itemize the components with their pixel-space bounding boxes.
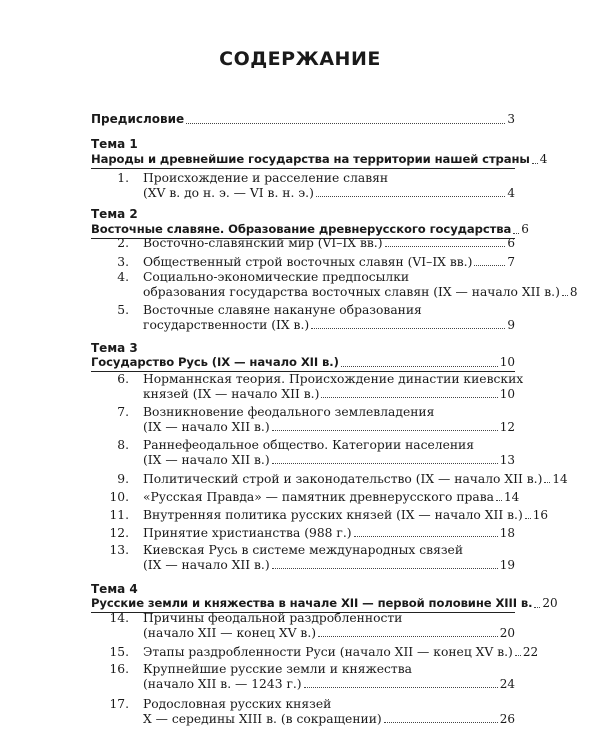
entry-title-cont: (IX — начало XII в.) [143, 420, 270, 434]
page-number: 19 [499, 558, 515, 572]
entry-title-cont: (IX — начало XII в.) [143, 558, 270, 572]
topic-2-title: Восточные славяне. Образование древнерусского государства [91, 222, 512, 236]
page-number: 8 [569, 285, 578, 299]
entry-title-cont: (начало XII в. — 1243 г.) [143, 677, 302, 691]
page-number: 22 [522, 645, 539, 659]
entry-title: Этапы раздробленности Руси (начало XII — конец XV в.) [143, 645, 513, 659]
entry-title: «Русская Правда» — памятник древнерусского права [143, 490, 495, 504]
entry-title: Общественный строй восточных славян (VI–IX вв.) [143, 255, 473, 269]
topic-1-label: Тема 1 [91, 137, 138, 151]
page-number: 12 [499, 420, 515, 434]
entry-title-cont: государственности (IX в.) [143, 318, 310, 332]
topic-3-title: Государство Русь (IX — начало XII в.) [91, 355, 339, 369]
entry-number: 17. [109, 697, 129, 711]
page-number: 7 [507, 255, 515, 269]
topic-4-heading[interactable] [91, 595, 558, 612]
entry-title-cont: образования государства восточных славян (IX — начало XII в.) [143, 285, 560, 299]
entry-number: 1. [117, 171, 129, 185]
page-number: 9 [507, 318, 515, 332]
entry-title: Причины феодальной раздробленности [143, 611, 403, 625]
dot-leader [525, 518, 531, 519]
dot-leader [385, 246, 506, 247]
page-number: 10 [499, 355, 515, 369]
topic-3-label: Тема 3 [91, 341, 138, 355]
entry-number: 6. [117, 372, 129, 386]
entry-title: Принятие христианства (988 г.) [143, 526, 352, 540]
page-number: 13 [499, 453, 515, 467]
entry-number: 9. [117, 472, 129, 486]
dot-leader [304, 687, 498, 688]
dot-leader [496, 500, 502, 501]
topic-1-rule [91, 168, 515, 169]
dot-leader [544, 482, 550, 483]
page-number: 14 [504, 490, 520, 504]
entry-number: 15. [109, 645, 129, 659]
entry-title: Крупнейшие русские земли и княжества [143, 662, 412, 676]
entry-title: Киевская Русь в системе международных связей [143, 543, 464, 557]
page-number: 3 [507, 112, 515, 126]
page-number: 26 [499, 712, 515, 726]
entry-number: 5. [117, 303, 129, 317]
topic-4-title: Русские земли и княжества в начале XII — первой половине XIII в. [91, 596, 533, 610]
page-number: 14 [552, 472, 568, 486]
entry-title-cont: (XV в. до н. э. — VI в. н. э.) [143, 186, 314, 200]
toc-entry-preface[interactable] [91, 111, 515, 128]
dot-leader [316, 196, 505, 197]
page-number: 10 [499, 387, 515, 401]
entry-title: Раннефеодальное общество. Категории населения [143, 438, 475, 452]
entry-number: 7. [117, 405, 129, 419]
dot-leader [272, 430, 498, 431]
entry-number: 12. [109, 526, 129, 540]
entry-number: 10. [109, 490, 129, 504]
page-number: 4 [507, 186, 515, 200]
entry-title: Социально-экономические предпосылки [143, 270, 410, 284]
entry-title-cont: X — середины XIII в. (в сокращении) [143, 712, 382, 726]
dot-leader [321, 397, 497, 398]
page-number: 20 [542, 596, 558, 610]
entry-number: 16. [109, 662, 129, 676]
page-number: 6 [521, 222, 529, 236]
entry-number: 13. [109, 543, 129, 557]
page-number: 18 [499, 526, 515, 540]
entry-number: 4. [117, 270, 129, 284]
dot-leader [186, 123, 505, 124]
entry-title: Восточно-славянский мир (VI–IX вв.) [143, 236, 383, 250]
preface-label: Предисловие [91, 112, 185, 126]
page-number: 6 [507, 236, 515, 250]
entry-title: Родословная русских князей [143, 697, 332, 711]
entry-title: Политический строй и законодательство (IX — начало XII в.) [143, 472, 543, 486]
dot-leader [272, 568, 498, 569]
page-number: 24 [499, 677, 515, 691]
dot-leader [272, 463, 498, 464]
entry-title: Возникновение феодального землевладения [143, 405, 435, 419]
entry-title: Внутренняя политика русских князей (IX — начало XII в.) [143, 508, 523, 522]
entry-number: 8. [117, 438, 129, 452]
topic-3-heading[interactable] [91, 354, 515, 371]
entry-title-cont: князей (IX — начало XII в.) [143, 387, 320, 401]
dot-leader [318, 636, 498, 637]
topic-1-title: Народы и древнейшие государства на территории нашей страны [91, 152, 530, 166]
dot-leader [311, 328, 505, 329]
entry-title: Норманнская теория. Происхождение династии киевских [143, 372, 524, 386]
page-number: 20 [499, 626, 515, 640]
entry-number: 3. [117, 255, 129, 269]
entry-title: Происхождение и расселение славян [143, 171, 389, 185]
dot-leader [384, 722, 498, 723]
dot-leader [534, 607, 540, 608]
page-title: СОДЕРЖАНИЕ [219, 48, 381, 70]
entry-number: 11. [109, 508, 129, 522]
dot-leader [474, 265, 505, 266]
entry-title-cont: (начало XII — конец XV в.) [143, 626, 317, 640]
dot-leader [341, 366, 498, 367]
entry-number: 14. [109, 611, 129, 625]
entry-title: Восточные славяне накануне образования [143, 303, 422, 317]
dot-leader [562, 295, 568, 296]
page-number: 4 [539, 152, 548, 166]
topic-2-label: Тема 2 [91, 207, 138, 221]
topic-4-label: Тема 4 [91, 582, 138, 596]
dot-leader [532, 163, 538, 164]
entry-title-cont: (IX — начало XII в.) [143, 453, 270, 467]
page-number: 16 [532, 508, 549, 522]
entry-number: 2. [117, 236, 129, 250]
topic-1-heading[interactable] [91, 151, 548, 168]
dot-leader [515, 655, 521, 656]
dot-leader [513, 233, 519, 234]
dot-leader [354, 536, 498, 537]
